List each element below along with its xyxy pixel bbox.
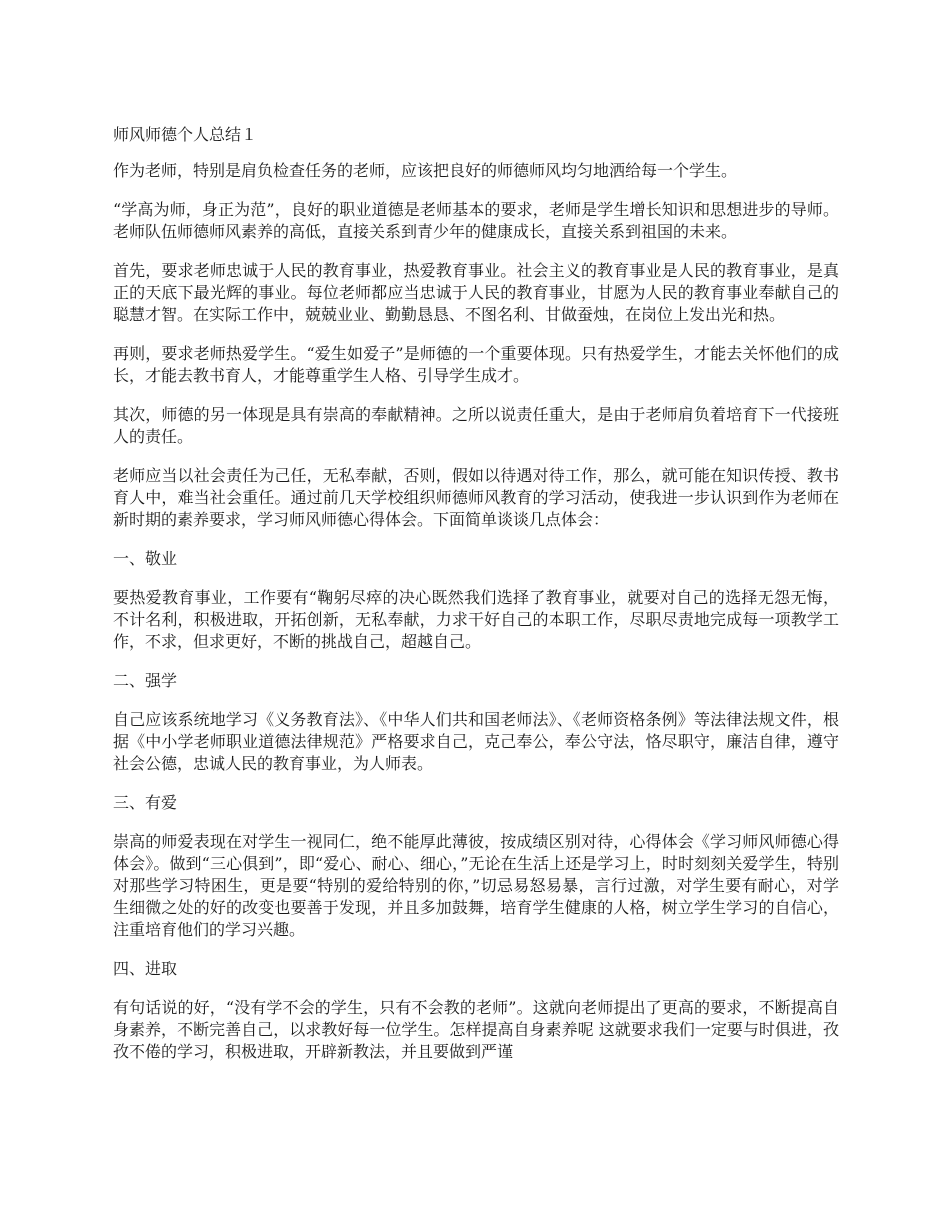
paragraph-intro: 作为老师，特别是肩负检查任务的老师，应该把良好的师德师风均匀地洒给每一个学生。 — [113, 161, 738, 180]
section-heading-dedication: 一、敬业 — [113, 549, 178, 568]
paragraph-first: 首先，要求老师忠诚于人民的教育事业，热爱教育事业。社会主义的教育事业是人民的教育事业，是真正的天底下最光辉的事业。每位老师都应当忠诚于人民的教育事业，甘愿为人民的教育事业奉献自己的聪慧才智。在实际工作中，兢兢业业、勤勤恳恳、不图名利、甘做蚕烛，在岗位上发出光和热。 — [113, 261, 839, 324]
section-heading-progress: 四、进取 — [113, 959, 178, 978]
paragraph-love-students: 再则，要求老师热爱学生。“爱生如爱子”是师德的一个重要体现。只有热爱学生，才能去关怀他们的成长，才能去教书育人，才能尊重学生人格、引导学生成才。 — [113, 344, 839, 385]
section-heading-love: 三、有爱 — [113, 793, 178, 812]
document-title: 师风师德个人总结１ — [113, 125, 258, 144]
section-heading-study: 二、强学 — [113, 671, 178, 690]
paragraph-quote: “学高为师，身正为范”，良好的职业道德是老师基本的要求，老师是学生增长知识和思想进步的导师。老师队伍师德师风素养的高低，直接关系到青少年的健康成长，直接关系到祖国的未来。 — [113, 200, 839, 241]
paragraph-dedication-body: 要热爱教育事业，工作要有“鞠躬尽瘁的决心既然我们选择了教育事业，就要对自己的选择无怨无悔，不计名利，积极进取，开拓创新，无私奉献，力求干好自己的本职工作，尽职尽责地完成每一项教学工作，不求，但求更好，不断的挑战自己，超越自己。 — [113, 588, 839, 651]
paragraph-dedication: 其次，师德的另一体现是具有崇高的奉献精神。之所以说责任重大，是由于老师肩负着培育下一代接班人的责任。 — [113, 405, 839, 446]
paragraph-love-body: 崇高的师爱表现在对学生一视同仁，绝不能厚此薄彼，按成绩区别对待，心得体会《学习师风师德心得体会》。做到“三心俱到”，即“爱心、耐心、细心，”无论在生活上还是学习上，时时刻刻关爱学生，特别对那些学习特困生，更是要“特别的爱给特别的你，”切忌易怒易暴，言行过激，对学生要有耐心，对学生细微之处的好的改变也要善于发现，并且多加鼓舞，培育学生健康的人格，树立学生学习的自信心，注重培育他们的学习兴趣。 — [113, 832, 839, 939]
paragraph-responsibility: 老师应当以社会责任为己任，无私奉献，否则，假如以待遇对待工作，那么，就可能在知识传授、教书育人中，难当社会重任。通过前几天学校组织师德师风教育的学习活动，使我进一步认识到作为老师在新时期的素养要求，学习师风师德心得体会。下面简单谈谈几点体会： — [113, 466, 839, 529]
paragraph-progress-body: 有句话说的好，“没有学不会的学生，只有不会教的老师”。这就向老师提出了更高的要求，不断提高自身素养，不断完善自己，以求教好每一位学生。怎样提高自身素养呢 这就要求我们一定要与时俱进，孜孜不倦的学习，积极进取，开辟新教法，并且要做到严谨 — [113, 998, 839, 1061]
document-page — [113, 124, 839, 1080]
paragraph-study-body: 自己应该系统地学习《义务教育法》、《中华人们共和国老师法》、《老师资格条例》等法律法规文件，根据《中小学老师职业道德法律规范》严格要求自己，克己奉公，奉公守法，恪尽职守，廉洁自律，遵守社会公德，忠诚人民的教育事业，为人师表。 — [113, 710, 839, 773]
